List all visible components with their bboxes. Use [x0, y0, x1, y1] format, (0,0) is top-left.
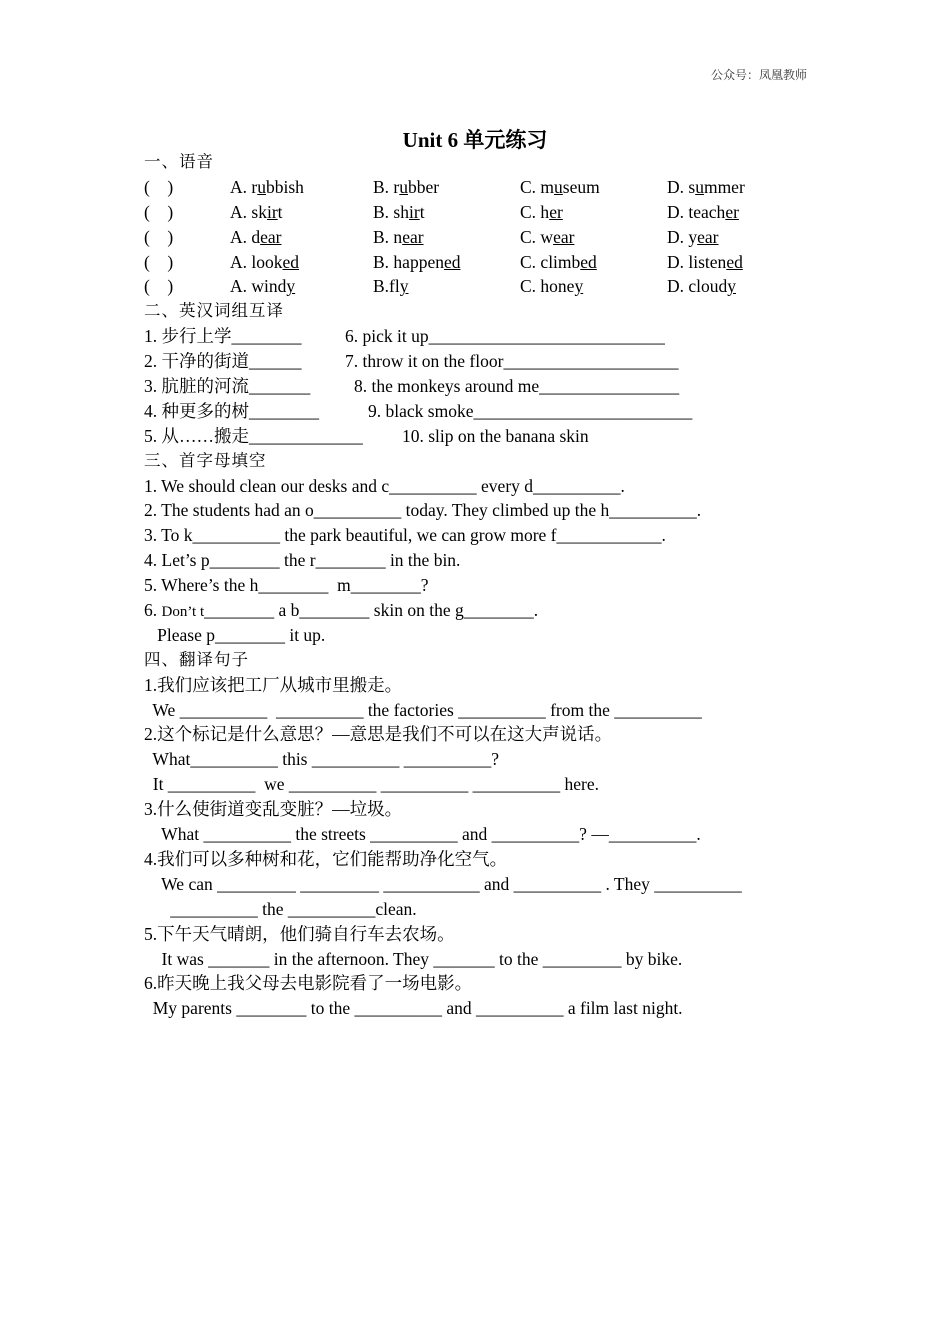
phonics-option [373, 175, 439, 200]
phrase-row [144, 399, 824, 424]
phonics-row [144, 250, 824, 275]
phonics-option-under: u [554, 176, 563, 197]
phonics-option-under: y [727, 276, 737, 297]
phonics-option-under: ed [443, 251, 461, 272]
fill-line: 2. The students had an o__________ today. They climbed up the h__________. [144, 500, 702, 521]
phonics-rows [144, 175, 824, 299]
answer-bracket: ( ) [144, 251, 174, 272]
header-note: 公众号：凤凰教师 [711, 68, 808, 82]
translate-line: It __________ we __________ __________ __________ here. [144, 774, 599, 795]
phonics-option-under: ir [408, 201, 420, 222]
phonics-option-pre: A. wind [230, 276, 287, 297]
phrase-row [144, 324, 824, 349]
answer-bracket: ( ) [144, 176, 174, 197]
answer-bracket: ( ) [144, 226, 174, 247]
fill-line: 5. Where’s the h________ m________? [144, 575, 429, 596]
phonics-option [520, 250, 597, 275]
phonics-option [373, 225, 424, 250]
phonics-option-under: ear [697, 226, 719, 247]
phrase-left: 4. 种更多的树________ [144, 400, 319, 421]
phonics-option-pre: D. y [667, 226, 698, 247]
translate-line: 4.我们可以多种树和花，它们能帮助净化空气。 [144, 848, 508, 869]
phonics-option [230, 225, 282, 250]
phrase-row [144, 374, 824, 399]
phonics-option-under: y [286, 276, 296, 297]
fill-line: Please p________ it up. [144, 624, 326, 645]
phonics-row [144, 274, 824, 299]
phonics-option-pre: A. look [230, 251, 283, 272]
phonics-option-pre: D. teach [667, 201, 726, 222]
section1-heading: 一、语音 [144, 152, 214, 171]
phonics-option [667, 250, 743, 275]
phrase-rows [144, 324, 824, 448]
phonics-option-under: u [257, 176, 266, 197]
phonics-option-pre: B. happen [373, 251, 444, 272]
section2-heading: 二、英汉词组互译 [144, 301, 284, 321]
phonics-option [230, 250, 299, 275]
translate-line: __________ the __________clean. [144, 898, 417, 919]
phonics-option-under: ear [260, 226, 282, 247]
phrase-left: 3. 肮脏的河流_______ [144, 376, 311, 397]
fill-line: 3. To k__________ the park beautiful, we can grow more f____________. [144, 525, 666, 546]
phonics-option-under: u [695, 176, 704, 197]
phonics-option [520, 200, 563, 225]
phonics-option-pre: B. r [373, 176, 400, 197]
phonics-option-pre: A. sk [230, 201, 267, 222]
translate-line: It was _______ in the afternoon. They _______ to the _________ by bike. [144, 948, 683, 969]
phonics-option [667, 200, 739, 225]
phonics-option-pre: A. d [230, 226, 261, 247]
translate-line: My parents ________ to the __________ and __________ a film last night. [144, 998, 683, 1019]
phonics-option [373, 274, 409, 299]
phonics-row [144, 200, 824, 225]
phrase-left: 1. 步行上学________ [144, 326, 302, 347]
phonics-option-post: bber [408, 176, 440, 197]
phonics-option-under: ed [282, 251, 300, 272]
translate-line: 5.下午天气晴朗，他们骑自行车去农场。 [144, 923, 455, 944]
phonics-option-pre: D. cloud [667, 276, 728, 297]
translate-line: 6.昨天晚上我父母去电影院看了一场电影。 [144, 973, 473, 994]
fill-line: 1. We should clean our desks and c__________ every d__________. [144, 475, 625, 496]
phonics-option-under: er [549, 201, 563, 222]
phonics-option-under: u [399, 176, 408, 197]
phonics-option-post: mmer [703, 176, 745, 197]
phonics-option-pre: B. n [373, 226, 403, 247]
phonics-option-post: t [277, 201, 283, 222]
phonics-option-under: ir [266, 201, 278, 222]
phrase-right: 10. slip on the banana skin [402, 425, 589, 446]
section4-heading: 四、翻译句子 [144, 649, 249, 669]
phonics-option-pre: C. climb [520, 251, 581, 272]
phonics-option-post: seum [562, 176, 600, 197]
answer-bracket: ( ) [144, 276, 174, 297]
section3-heading: 三、首字母填空 [144, 450, 267, 470]
fill-line-6-rest: ________ a b________ skin on the g________. [204, 600, 539, 621]
phonics-option-post: bbish [265, 176, 304, 197]
phonics-option-post: t [419, 201, 425, 222]
phonics-option-under: ed [580, 251, 597, 272]
phonics-option [373, 250, 461, 275]
phonics-option [667, 274, 736, 299]
translate-line: We __________ __________ the factories __________ from the __________ [144, 699, 702, 720]
phonics-option-pre: C. hone [520, 276, 575, 297]
phrase-row [144, 349, 824, 374]
phrase-right: 7. throw it on the floor____________________ [345, 351, 679, 372]
fill-line-6-num: 6. [144, 600, 162, 621]
phonics-option [520, 274, 583, 299]
phonics-option [667, 175, 745, 200]
translate-line: What__________ this __________ __________? [144, 749, 500, 770]
phonics-option [230, 175, 304, 200]
phonics-option [520, 225, 574, 250]
phonics-option-under: y [574, 276, 584, 297]
fill-line-6 [144, 598, 824, 623]
translate-line: What __________ the streets __________ and __________? —__________. [144, 824, 701, 845]
phonics-option [230, 200, 283, 225]
phonics-option-under: er [725, 201, 739, 222]
translate-line: 1.我们应该把工厂从城市里搬走。 [144, 674, 403, 695]
phonics-option-pre: A. r [230, 176, 258, 197]
phonics-option-under: y [399, 276, 409, 297]
phrase-right: 8. the monkeys around me________________ [354, 376, 680, 397]
translate-line: 3.什么使街道变乱变脏？—垃圾。 [144, 799, 403, 820]
phonics-option [520, 175, 600, 200]
phrase-left: 5. 从……搬走_____________ [144, 425, 363, 446]
phrase-right: 9. black smoke_________________________ [368, 400, 693, 421]
phrase-right: 6. pick it up___________________________ [345, 326, 665, 347]
translate-line: 2.这个标记是什么意思？—意思是我们不可以在这大声说话。 [144, 724, 613, 745]
phonics-option-pre: C. h [520, 201, 550, 222]
phonics-option-under: ear [402, 226, 424, 247]
phonics-option [667, 225, 719, 250]
phonics-option-pre: D. s [667, 176, 696, 197]
fill-line: 4. Let’s p________ the r________ in the bin. [144, 550, 461, 571]
answer-bracket: ( ) [144, 201, 174, 222]
phonics-option-pre: D. listen [667, 251, 727, 272]
phonics-option [230, 274, 295, 299]
phonics-option-pre: C. m [520, 176, 555, 197]
phonics-option-pre: B.fl [373, 276, 400, 297]
fill-line-6-small: Don’t t [161, 604, 205, 621]
worksheet-content [144, 150, 824, 1021]
phonics-option-under: ed [726, 251, 743, 272]
phonics-option-under: ear [553, 226, 575, 247]
translate-line: We can _________ _________ ___________ and __________ . They __________ [144, 873, 742, 894]
phrase-row [144, 424, 824, 449]
page-title: Unit 6 单元练习 [402, 128, 548, 152]
phonics-row [144, 225, 824, 250]
phonics-option-pre: B. sh [373, 201, 409, 222]
phonics-option [373, 200, 425, 225]
phrase-left: 2. 干净的街道______ [144, 351, 302, 372]
phonics-option-pre: C. w [520, 226, 554, 247]
phonics-row [144, 175, 824, 200]
